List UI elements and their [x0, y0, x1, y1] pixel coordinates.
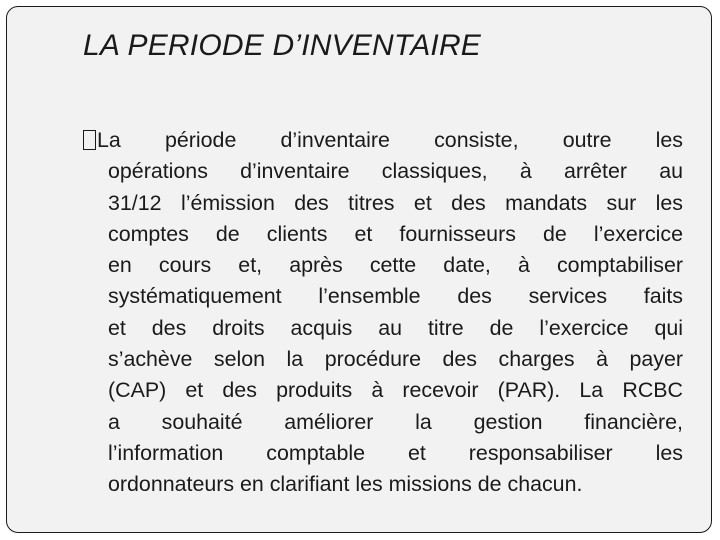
bullet-line-1	[83, 125, 683, 156]
bullet-line-2: opérations d’inventaire classiques, à arrêter au	[108, 159, 683, 184]
bullet-line-4: comptes de clients et fournisseurs de l’exercice	[108, 221, 683, 246]
bullet-box-icon	[83, 130, 96, 150]
bullet-line-3: 31/12 l’émission des titres et des mandats sur les	[108, 190, 683, 215]
bullet-line-10: a souhaité améliorer la gestion financière,	[108, 409, 683, 434]
bullet-line-7: et des droits acquis au titre de l’exercice qui	[108, 315, 683, 340]
bullet-paragraph	[83, 125, 683, 501]
bullet-text-line: La période d’inventaire consiste, outre les	[97, 128, 683, 152]
bullet-line-6: systématiquement l’ensemble des services faits	[108, 284, 683, 309]
slide-frame	[6, 6, 712, 533]
slide-title: LA PERIODE D’INVENTAIRE	[83, 29, 482, 62]
bullet-line-5: en cours et, après cette date, à comptabiliser	[108, 253, 683, 278]
bullet-line-11: l’information comptable et responsabiliser les	[108, 440, 683, 465]
bullet-line-8: s’achève selon la procédure des charges à payer	[108, 347, 683, 372]
bullet-line-9: (CAP) et des produits à recevoir (PAR). La RCBC	[108, 378, 683, 403]
bullet-line-12: ordonnateurs en clarifiant les missions de chacun.	[108, 472, 583, 497]
